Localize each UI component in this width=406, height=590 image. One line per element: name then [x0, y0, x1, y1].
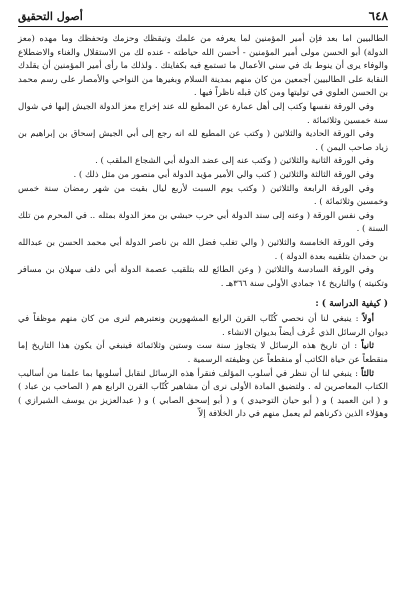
page-header	[18, 8, 388, 24]
paragraph-5: وفي الورقة الرابعة والثلاثين ( وكتب يوم السبت لأربع ليال بقيت من شهر رمضان سنة خمس وخمسين وثلاثمائة ) .	[18, 183, 388, 208]
study-text: : ان تاريخ هذه الرسائل لا يتجاوز سنة ست وستين وثلاثمائة فينبغي أن يكون هذا التاريخ إما منقطعاً عن حياة الكاتب أو منقطعاً عن وظيفته الرسمية .	[18, 341, 388, 366]
study-text: : ينبغي لنا أن نحصي كُتّاب القرن الرابع المشهورين ونعتبرهم لنرى من كان منهم موظفاً في ديوان الرسائل الذي عُرف أيضاً بديوان الانشاء .	[18, 314, 388, 338]
header-rule	[18, 26, 388, 27]
study-text: : ينبغي لنا أن ننظر في أسلوب المؤلف فنقرأ هذه الرسائل لنقابل أسلوبها بما علمنا من أساليب الكتاب المعاصرين له . ولتضيق المادة الأولى نرى أن مشاهير كُتّاب القرن الرابع هم ( الصاحب بن عباد ) و ( ابن العميد ) و ( أبو حيان التوحيدي ) و ( أبو إسحق الصابي ) و ( عبدالعزيز بن يوسف الشيرازي ) وهؤلاء الذين ذكرناهم لم يعمل منهم في دار الخلافة إلاّ	[18, 368, 388, 420]
section-heading: ( كيفية الدراسة ) :	[315, 299, 388, 310]
study-point-2	[18, 340, 388, 367]
paragraph-7: وفي الورقة الخامسة والثلاثين ( والي تغلب فضل الله بن ناصر الدولة أبي محمد الحسن بن عبدالله بن حمدان بتلقيبه بعدة الدولة ) .	[18, 237, 388, 262]
paragraph-2: وفي الورقة الحادية والثلاثين ( وكتب عن المطيع لله انه رجع إلى أبي الجيش إسحاق بن إبراهيم بن زياد صاحب اليمن ) .	[18, 129, 388, 153]
study-label: ثالثاً	[361, 368, 375, 379]
paragraph-4: وفي الورقة الثالثة والثلاثين ( كتب والي الأمير مؤيد الدولة أبي منصور من مثل ذلك ) .	[73, 169, 374, 180]
study-point-3	[18, 368, 388, 422]
paragraph-1: وفي الورقة نفسها وكتب إلى أهل عمارة عن المطيع لله عند إخراج معز الدولة الجيش إليها في شوال سنة خمسين وثلاثمائة .	[18, 101, 388, 126]
study-label: ثانياً	[361, 341, 374, 352]
study-point-1	[18, 313, 388, 340]
running-title: أصول التحقيق	[18, 9, 83, 23]
paragraph-3: وفي الورقة الثانية والثلاثين ( وكتب عنه إلى عضد الدولة أبي الشجاع الملقب ) .	[95, 156, 374, 167]
study-label: أولاً	[362, 314, 374, 325]
paragraph-8: وفي الورقة السادسة والثلاثين ( وعن الطائع لله بتلقيب عصمة الدولة أبي دلف سهلان بن مسافر وتكنيته ) والتاريخ ١٤ جمادي الأولى سنة ٣٦٦هـ .	[18, 265, 388, 289]
paragraph-6: وفي نفس الورقة ( وعنه إلى سند الدولة أبي حرب حبشي بن معز الدولة بمثله .. في المحرم من تلك السنة ) .	[18, 210, 388, 235]
page-number: ٦٤٨	[368, 9, 388, 23]
paragraph-0: الطالبيين اما بعد فإن أمير المؤمنين لما يعرفه من علمك وتيقظك وحزمك وتحفظك وما مهده (معز الدولة) أبو الحسن مولى أمير المؤمنين - أحسن الله حياطته - عنده لك من الاستقلال والغناء والاضطلاع والوفاء يرى أن ينوط بك في سني الأعمال ما تستمع فيه بكفايتك . ولذلك ما رأى أمير المؤمنين أن يقلدك النقابة على الطالبيين أجمعين من كان منهم بمدينة السلام وبغيرها من النواحي والأمصار على رسم محمد بن الحسن العلوي في توليتها ومن كان قبله ناظراً فيها .	[18, 34, 388, 99]
